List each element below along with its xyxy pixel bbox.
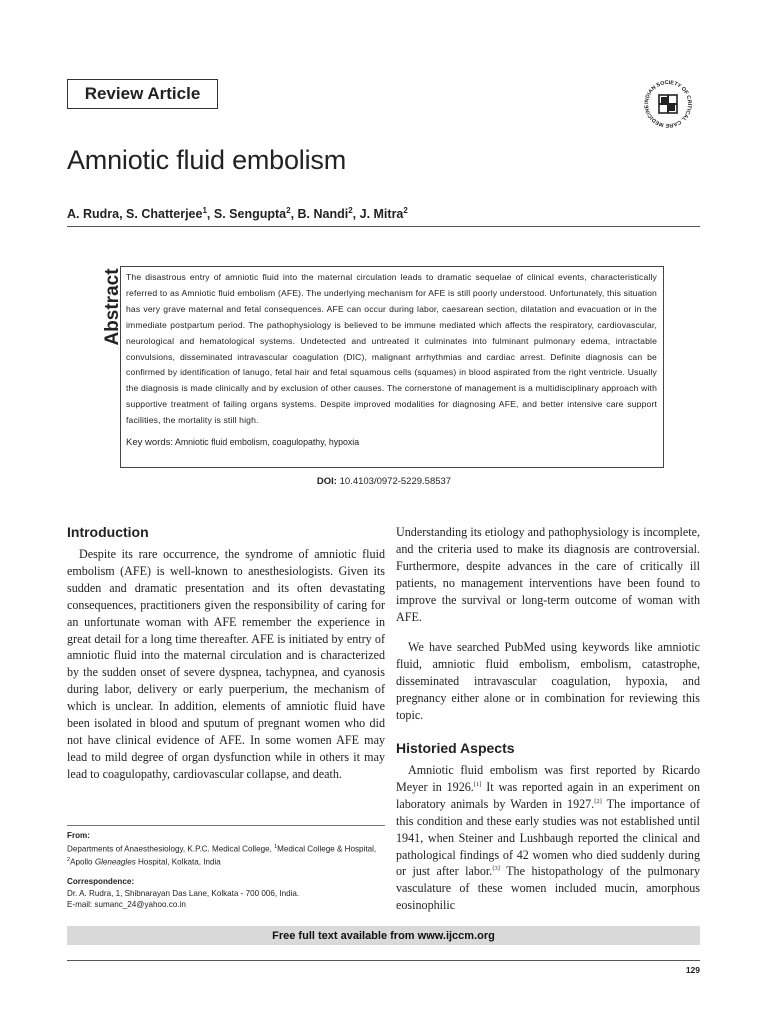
article-type-badge: Review Article [67,79,218,109]
affiliation-note [67,830,383,868]
correspondence-label: Correspondence: [67,877,135,886]
author-affiliation-sup: 2 [348,206,353,215]
history-paragraph [396,762,700,914]
author-name: S. Sengupta [213,207,287,222]
doi-line [0,476,768,487]
keywords-line [126,437,657,448]
author-affiliation-sup: 2 [286,206,291,215]
footnote-divider [67,825,385,826]
affiliation-sup-1: 1 [274,843,278,850]
citation-3[interactable]: [3] [492,865,500,873]
affiliation-text-c: Apollo [70,857,95,867]
affiliation-text-d: Hospital, Kolkata, India [135,857,221,867]
affiliation-sup-2: 2 [67,856,71,863]
history-sentence-4: The histopathology of the pulmonary vasculature of these women included mucin, amorphous eosinophilic [396,864,700,913]
page-number: 129 [685,965,700,975]
introduction-paragraph-1: Despite its rare occurrence, the syndrome of amniotic fluid embolism (AFE) is well-known to anesthesiologists. Given its sudden and dramatic presentation and its often devastating consequences, practitioners given the responsibility of caring for an unfortunate woman with AFE remember the experience in great detail for a long time thereafter. AFE is initiated by entry of amniotic fluid into the maternal circulation and is characterized by the sudden onset of severe dyspnea, tachypnea, and cyanosis during labor, delivery or early puerperium, the mechanism of which is unclear. In addition, elements of amniotic fluid have been isolated in blood and sputum of pregnant women who did not have clinical evidence of AFE. In some women AFE may lead to mild degree of organ dysfunction while in others it may lead to coagulopathy, cardiovascular collapse, and death. [67,547,385,781]
doi-label: DOI: [316,476,337,487]
article-title: Amniotic fluid embolism [67,145,346,175]
author-affiliation-sup: 1 [202,206,207,215]
author-list: A. Rudra, S. Chatterjee$^1$, S. Sengupta$^2$, B. Nandi$^2$, J. Mitra$^2$ [67,206,408,222]
history-sentence-3: The importance of this condition and these early studies was not established until 1941, when Steiner and Lushbaugh reported the clinical and pathological findings of 42 women who died suddenly during or just after labor. [396,796,700,879]
introduction-paragraph-3: We have searched PubMed using keywords like amniotic fluid, amniotic fluid embolism, embolism, catastrophe, disseminated intravascular coagulation, hypoxia, and pregnancy either alone or in combination for reviewing this topic. [396,640,700,722]
doi-value[interactable]: 10.4103/0972-5229.58537 [339,476,452,487]
free-full-text-banner[interactable]: Free full text available from www.ijccm.org [67,926,700,945]
author-name: A. Rudra [67,207,120,222]
history-sentence-1: Amniotic fluid embolism was first reported by Ricardo Meyer in 1926. [396,763,700,794]
abstract-box [120,266,664,468]
keywords-label: Key words: [126,437,173,449]
from-label: From: [67,831,90,840]
history-sentence-2: It was reported again in an experiment on laboratory animals by Warden in 1927. [396,779,700,811]
society-logo [636,72,700,136]
abstract-label: Abstract [102,268,123,346]
introduction-paragraph-2: Understanding its etiology and pathophysiology is incomplete, and the criteria used to make its diagnosis are controversial. Furthermore, despite advances in the care of critically ill patients, no management interventions have been found to improve the survival or long-term outcome of woman with AFE. [396,525,700,624]
author-affiliation-sup: 2 [403,206,408,215]
author-name: J. Mitra [359,207,404,222]
correspondence-address: Dr. A. Rudra, 1, Shibnarayan Das Lane, Kolkata - 700 006, India. [67,888,300,898]
introduction-heading: Introduction [67,524,149,540]
citation-2[interactable]: [2] [594,797,602,805]
affiliation-italic: Gleneagles [94,857,136,867]
author-name: S. Chatterjee [126,207,203,222]
abstract-text: The disastrous entry of amniotic fluid into the maternal circulation leads to dramatic sequelae of clinical events, characteristically referred to as Amniotic fluid embolism (AFE). The underlying mechanism for AFE is still poorly understood. Unfortunately, this situation has very grave maternal and fetal consequences. AFE can occur during labor, caesarean section, dilatation and evacuation or in the immediate postpartum period. The pathophysiology is believed to be immune mediated which affects the respiratory, cardiovascular, neurological and hematological systems. Undetected and untreated it culminates into fulminant pulmonary edema, intractable convulsions, disseminated intravascular coagulation (DIC), malignant arrhythmias and cardiac arrest. Definite diagnosis can be confirmed by identification of lanugo, fetal hair and fetal squamous cells (squames) in blood aspirated from the right ventricle. Usually the diagnosis is made clinically and by exclusion of other causes. The cornerstone of management is a multidisciplinary approach with supportive treatment of failing organs systems. Despite improved modalities for diagnosing AFE, and better intensive care support facilities, the mortality is still high. [126,272,657,426]
footer-divider [67,960,700,961]
author-name: B. Nandi [297,207,349,222]
affiliation-text-b: Medical College & Hospital, [277,844,377,854]
history-heading: Historied Aspects [396,740,515,756]
header-divider [67,226,700,227]
logo-ring-text: INDIAN SOCIETY OF CRITICAL CARE MEDICINE [643,79,693,129]
correspondence-email[interactable]: E-mail: sumanc_24@yahoo.co.in [67,900,186,910]
citation-1[interactable]: [1] [473,780,482,788]
keywords-value: Amniotic fluid embolism, coagulopathy, hypoxia [174,437,360,448]
affiliation-text-a: Departments of Anaesthesiology, K.P.C. Medical College, [67,844,275,854]
correspondence-note [67,876,383,911]
